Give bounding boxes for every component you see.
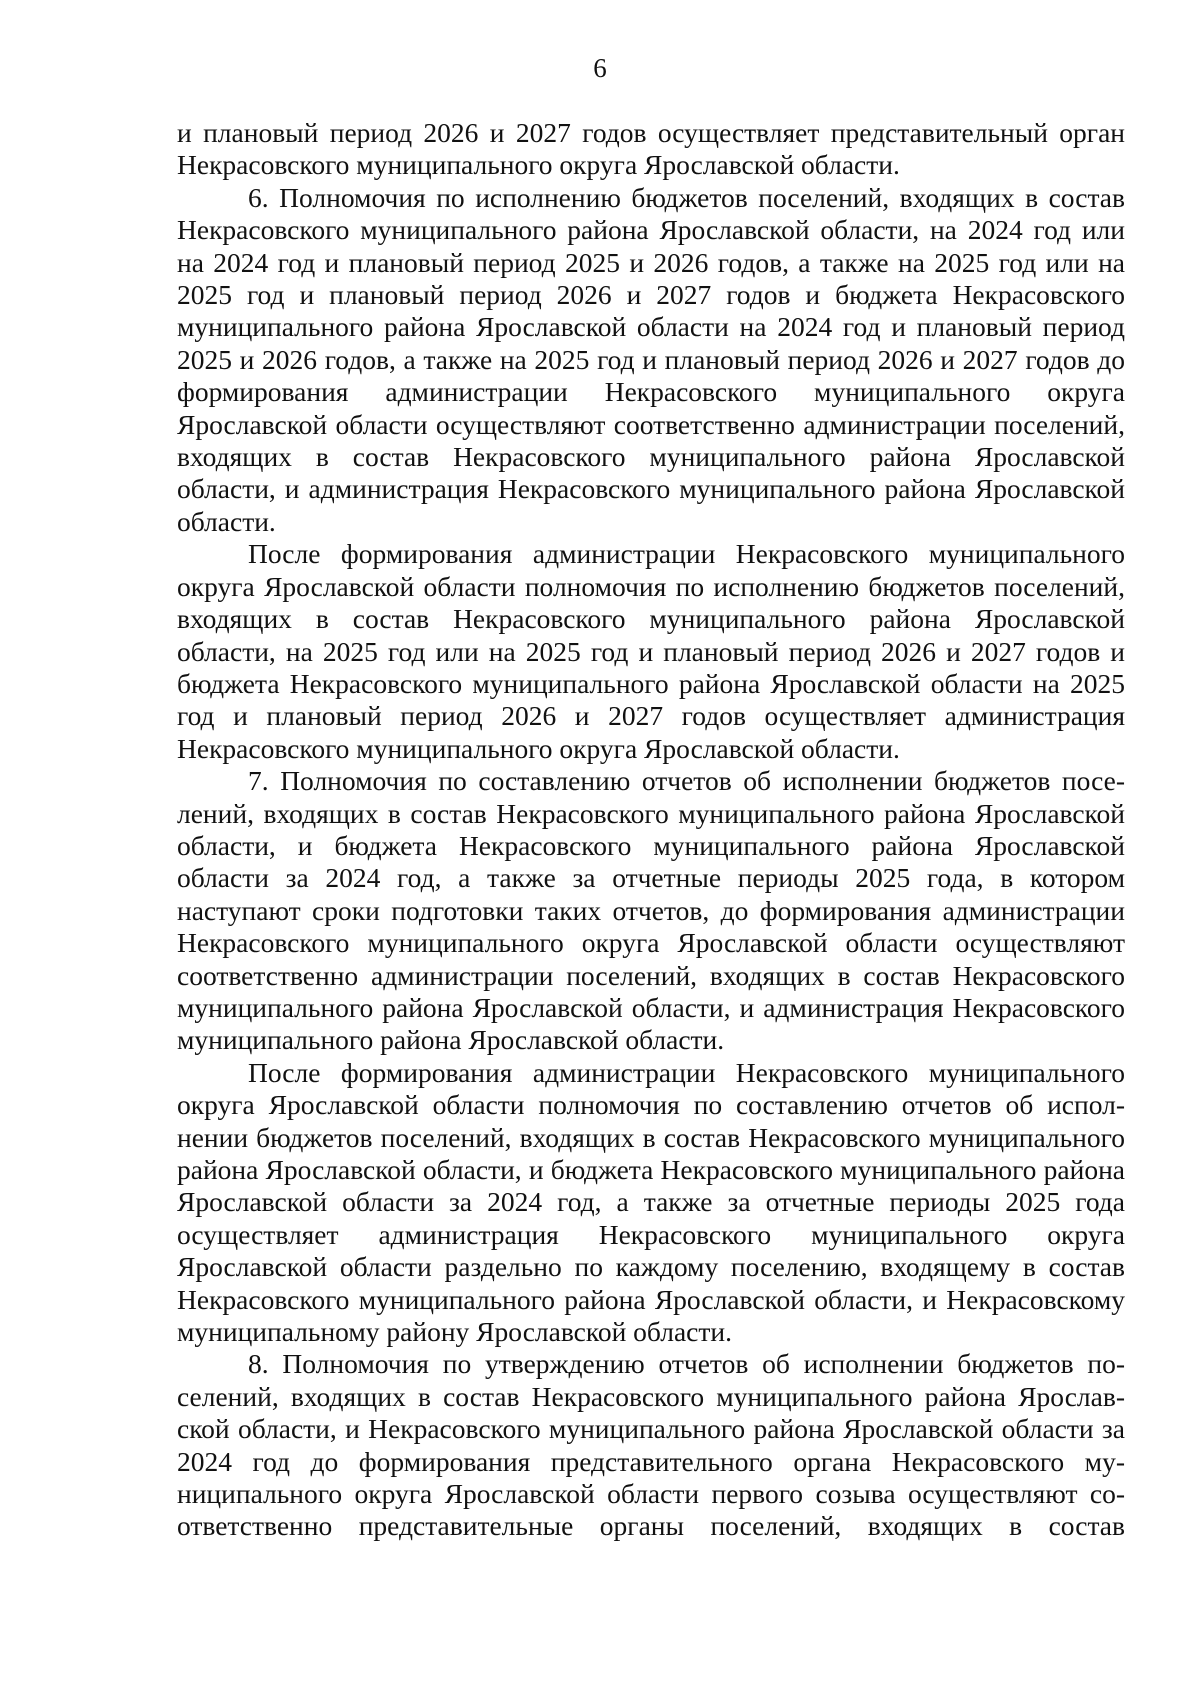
paragraph-item-6-after: После формирования администрации Некрасовского муниципального округа Ярославской области полномочия по исполнению бюджетов поселений, входящих в состав Некрасовского муниципального района Ярославской области, на 2025 год или на 2025 год и плановый период 2026 и 2027 годов и бюджета Некрасовского муниципального района Ярославской области на 2025 год и плановый период 2026 и 2027 годов осуществляет администрация Некрасовского муниципального округа Ярославской области.: [177, 538, 1125, 764]
paragraph-item-6: 6. Полномочия по исполнению бюджетов поселений, входящих в состав Некрасовского муниципального района Ярославской области, на 2024 год или на 2024 год и плановый период 2025 и 2026 годов, а также на 2025 год или на 2025 год и плановый период 2026 и 2027 годов и бюджета Некрасовского муниципального района Ярославской области на 2024 год и плановый период 2025 и 2026 годов, а также на 2025 год и плановый период 2026 и 2027 годов до формирования администрации Некрасовского муниципального округа Ярославской области осуществляют соответственно администрации поселений, входящих в состав Некрасовского муниципального района Ярославской области, и администрация Некрасовского муниципального района Ярославской области.: [177, 181, 1125, 537]
page-number: 6: [593, 53, 607, 83]
document-body: [177, 117, 1125, 1543]
paragraph-item-7: 7. Полномочия по составлению отчетов об исполнении бюджетов поселений, входящих в состав Некрасовского муниципального района Ярославской области, и бюджета Некрасовского муниципального района Ярославской области за 2024 год, а также за отчетные периоды 2025 года, в котором наступают сроки подготовки таких отчетов, до формирования администрации Некрасовского муниципального округа Ярославской области осуществляют соответственно администрации поселений, входящих в состав Некрасовского муниципального района Ярославской области, и администрация Некрасовского муниципального района Ярославской области.: [177, 765, 1125, 1056]
paragraph-continuation: и плановый период 2026 и 2027 годов осуществляет представительный орган Некрасовского муниципального округа Ярославской области.: [177, 117, 1125, 181]
paragraph-item-8: 8. Полномочия по утверждению отчетов об исполнении бюджетов поселений, входящих в состав Некрасовского муниципального района Ярославской области, и Некрасовского муниципального района Ярославской области за 2024 год до формирования представительного органа Некрасовского муниципального округа Ярославской области первого созыва осуществляют соответственно представительные органы поселений, входящих в состав: [177, 1348, 1125, 1542]
paragraph-item-7-after: После формирования администрации Некрасовского муниципального округа Ярославской области полномочия по составлению отчетов об исполнении бюджетов поселений, входящих в состав Некрасовского муниципального района Ярославской области, и бюджета Некрасовского муниципального района Ярославской области за 2024 год, а также за отчетные периоды 2025 года осуществляет администрация Некрасовского муниципального округа Ярославской области раздельно по каждому поселению, входящему в состав Некрасовского муниципального района Ярославской области, и Некрасовскому муниципальному району Ярославской области.: [177, 1056, 1125, 1348]
